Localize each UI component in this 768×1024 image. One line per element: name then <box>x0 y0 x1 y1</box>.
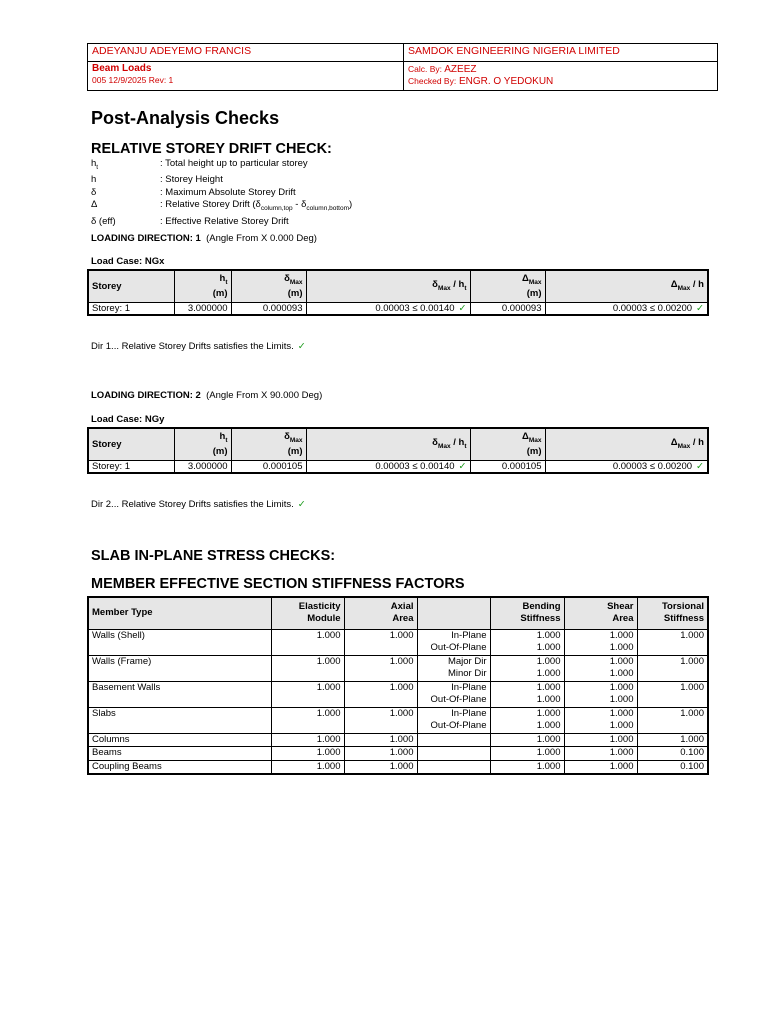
table-row: Columns 1.000 1.000 1.000 1.000 1.000 <box>88 733 708 747</box>
col-ht: $h_t$ (m) <box>174 428 231 460</box>
col-direction <box>417 597 490 629</box>
symbol-row: δ : Maximum Absolute Storey Drift <box>91 186 296 198</box>
stiffness-heading: MEMBER EFFECTIVE SECTION STIFFNESS FACTORS <box>91 576 465 592</box>
col-ratio2: $\Delta_{Max}$ / h <box>545 428 708 460</box>
table-row: Storey: 1 3.000000 0.000093 0.00003 ≤ 0.00140 ✓ 0.000093 0.00003 ≤ 0.00200 ✓ <box>88 302 708 315</box>
table-row: Slabs 1.000 1.000 In-Plane Out-Of-Plane 1.000 1.000 1.000 1.000 1.000 <box>88 707 708 733</box>
loading-direction-1: LOADING DIRECTION: 1 (Angle From X 0.000 Deg) <box>91 233 317 244</box>
col-member-type: Member Type <box>88 597 271 629</box>
check-icon: ✓ <box>458 460 467 472</box>
drift-heading: RELATIVE STOREY DRIFT CHECK: <box>91 141 332 157</box>
col-Dmax: $\Delta_{Max}$ (m) <box>470 428 545 460</box>
table-row: Walls (Shell) 1.000 1.000 In-Plane Out-Of-Plane 1.000 1.000 1.000 1.000 1.000 <box>88 629 708 655</box>
col-dmax: $\delta_{Max}$ (m) <box>231 428 306 460</box>
reference: 005 12/9/2025 Rev: 1 <box>92 75 174 85</box>
col-storey: Storey <box>88 428 174 460</box>
slab-heading: SLAB IN-PLANE STRESS CHECKS: <box>91 548 336 564</box>
col-Dmax: $\Delta_{Max}$ (m) <box>470 270 545 302</box>
check-icon: ✓ <box>458 302 467 314</box>
col-storey: Storey <box>88 270 174 302</box>
document-header <box>87 43 718 91</box>
page-title: Post-Analysis Checks <box>91 108 280 128</box>
subject-cell <box>88 62 404 91</box>
check-icon: ✓ <box>297 341 306 352</box>
col-axial: Axial Area <box>344 597 417 629</box>
table-row: Storey: 1 3.000000 0.000105 0.00003 ≤ 0.00140 ✓ 0.000105 0.00003 ≤ 0.00200 ✓ <box>88 460 708 473</box>
symbol-row: Δ : Relative Storey Drift $(\delta_{column,top} - \delta_{column,bottom})$ <box>91 199 353 213</box>
drift-table-2 <box>87 427 709 474</box>
table-row: Coupling Beams 1.000 1.000 1.000 1.000 0.100 <box>88 760 708 774</box>
dir1-note: Dir 1... Relative Storey Drifts satisfies the Limits. ✓ <box>91 341 306 352</box>
loading-direction-2: LOADING DIRECTION: 2 (Angle From X 90.000 Deg) <box>91 390 323 401</box>
check-icon: ✓ <box>696 302 704 314</box>
col-dmax: $\delta_{Max}$ (m) <box>231 270 306 302</box>
symbol-legend <box>91 158 352 228</box>
load-case-2: Load Case: NGy <box>91 414 165 425</box>
dir2-note: Dir 2... Relative Storey Drifts satisfies the Limits. ✓ <box>91 499 306 510</box>
table-row: Basement Walls 1.000 1.000 In-Plane Out-Of-Plane 1.000 1.000 1.000 1.000 1.000 <box>88 681 708 707</box>
symbol-row: δ (eff) : Effective Relative Storey Drift <box>91 215 289 227</box>
stiffness-table <box>87 596 709 775</box>
symbol-row: $h_t$ : Total height up to particular storey <box>91 158 308 171</box>
check-icon: ✓ <box>696 460 704 472</box>
col-shear: Shear Area <box>564 597 637 629</box>
col-elasticity: Elasticity Module <box>271 597 344 629</box>
col-ratio1: $\delta_{Max} / h_t$ <box>306 428 470 460</box>
calc-by: AZEEZ <box>444 64 477 75</box>
checked-by: ENGR. O YEDOKUN <box>458 76 554 87</box>
drift-table-1 <box>87 269 709 316</box>
symbol-row: h : Storey Height <box>91 174 223 186</box>
check-icon: ✓ <box>297 499 306 510</box>
col-torsional: Torsional Stiffness <box>637 597 708 629</box>
load-case-1: Load Case: NGx <box>91 256 165 267</box>
col-ratio1: $\delta_{Max} / h_t$ <box>306 270 470 302</box>
calc-by-label: Calc. By: <box>408 64 443 74</box>
col-bending: Bending Stiffness <box>490 597 564 629</box>
table-row: Beams 1.000 1.000 1.000 1.000 0.100 <box>88 747 708 761</box>
checked-by-label: Checked By: <box>408 76 457 86</box>
col-ht: $h_t$ (m) <box>174 270 231 302</box>
col-ratio2: $\Delta_{Max}$ / h <box>545 270 708 302</box>
table-row: Walls (Frame) 1.000 1.000 Major Dir Minor Dir 1.000 1.000 1.000 1.000 1.000 <box>88 655 708 681</box>
subject: Beam Loads <box>92 63 152 74</box>
signoff-cell <box>404 62 718 91</box>
author-name: ADEYANJU ADEYEMO FRANCIS <box>88 44 404 62</box>
company-name: SAMDOK ENGINEERING NIGERIA LIMITED <box>404 44 718 62</box>
